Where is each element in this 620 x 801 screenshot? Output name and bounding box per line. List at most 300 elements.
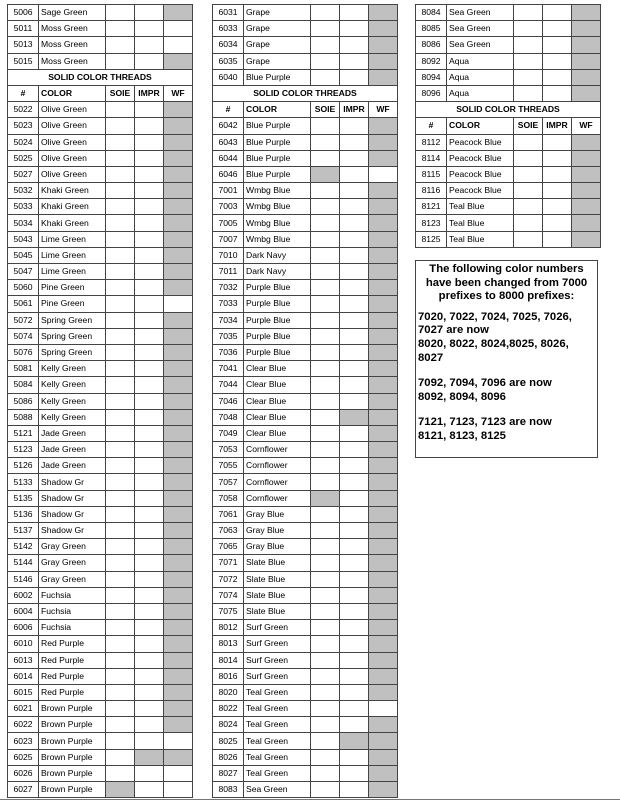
thread-row <box>8 668 193 684</box>
thread-number: 5006 <box>8 5 39 21</box>
thread-number: 5023 <box>8 118 39 134</box>
thread-color-name: Shadow Gr <box>39 506 106 522</box>
thread-row <box>213 361 398 377</box>
wf-cell <box>369 312 398 328</box>
impr-cell <box>543 183 572 199</box>
thread-number: 7049 <box>213 425 244 441</box>
soie-cell <box>106 247 135 263</box>
soie-cell <box>311 183 340 199</box>
impr-cell <box>340 312 369 328</box>
thread-color-name: Wmbg Blue <box>244 231 311 247</box>
section-title-row <box>8 69 193 85</box>
soie-cell <box>311 264 340 280</box>
thread-color-name: Fuchsia <box>39 603 106 619</box>
wf-cell <box>369 183 398 199</box>
thread-row <box>416 183 601 199</box>
wf-cell <box>369 409 398 425</box>
impr-cell <box>340 684 369 700</box>
thread-number: 6023 <box>8 733 39 749</box>
thread-color-name: Aqua <box>447 85 514 101</box>
impr-cell <box>135 490 164 506</box>
soie-cell <box>106 571 135 587</box>
soie-cell <box>514 215 543 231</box>
wf-cell <box>369 701 398 717</box>
impr-cell <box>340 555 369 571</box>
thread-row <box>8 393 193 409</box>
thread-number: 6035 <box>213 53 244 69</box>
thread-row <box>213 166 398 182</box>
thread-number: 7044 <box>213 377 244 393</box>
thread-color-name: Kelly Green <box>39 409 106 425</box>
thread-row <box>8 620 193 636</box>
thread-row <box>213 215 398 231</box>
wf-cell <box>164 166 193 182</box>
wf-cell <box>164 280 193 296</box>
header-number: # <box>416 118 447 134</box>
thread-row <box>8 134 193 150</box>
thread-color-name: Sea Green <box>244 782 311 798</box>
soie-cell <box>106 555 135 571</box>
impr-cell <box>340 668 369 684</box>
thread-row <box>8 458 193 474</box>
header-impr: IMPR <box>340 102 369 118</box>
impr-cell <box>340 506 369 522</box>
thread-number: 6042 <box>213 118 244 134</box>
thread-row <box>8 166 193 182</box>
wf-cell <box>164 134 193 150</box>
thread-number: 7063 <box>213 523 244 539</box>
thread-row <box>416 85 601 101</box>
wf-cell <box>572 5 601 21</box>
thread-number: 5076 <box>8 344 39 360</box>
wf-cell <box>164 409 193 425</box>
impr-cell <box>543 166 572 182</box>
wf-cell <box>164 442 193 458</box>
thread-number: 5022 <box>8 102 39 118</box>
soie-cell <box>311 312 340 328</box>
wf-cell <box>164 765 193 781</box>
impr-cell <box>340 636 369 652</box>
soie-cell <box>106 5 135 21</box>
thread-number: 5027 <box>8 166 39 182</box>
thread-row <box>213 5 398 21</box>
impr-cell <box>340 247 369 263</box>
thread-row <box>213 247 398 263</box>
thread-color-name: Teal Green <box>244 717 311 733</box>
wf-cell <box>369 21 398 37</box>
header-color: COLOR <box>39 85 106 101</box>
thread-row <box>416 166 601 182</box>
impr-cell <box>340 118 369 134</box>
notice-line: 7092, 7094, 7096 are now <box>418 377 552 390</box>
thread-number: 8012 <box>213 620 244 636</box>
thread-number: 5011 <box>8 21 39 37</box>
wf-cell <box>369 344 398 360</box>
soie-cell <box>106 215 135 231</box>
thread-color-name: Clear Blue <box>244 361 311 377</box>
thread-row <box>8 150 193 166</box>
thread-color-name: Olive Green <box>39 118 106 134</box>
thread-color-name: Shadow Gr <box>39 490 106 506</box>
thread-color-name: Surf Green <box>244 620 311 636</box>
thread-color-name: Moss Green <box>39 21 106 37</box>
wf-cell <box>164 571 193 587</box>
thread-number: 5133 <box>8 474 39 490</box>
thread-number: 6004 <box>8 603 39 619</box>
thread-number: 5126 <box>8 458 39 474</box>
wf-cell <box>369 280 398 296</box>
thread-number: 5025 <box>8 150 39 166</box>
soie-cell <box>311 717 340 733</box>
column-header-row <box>8 85 193 101</box>
wf-cell <box>164 555 193 571</box>
wf-cell <box>164 296 193 312</box>
wf-cell <box>369 765 398 781</box>
thread-number: 7011 <box>213 264 244 280</box>
thread-color-name: Spring Green <box>39 312 106 328</box>
thread-number: 5024 <box>8 134 39 150</box>
section-title-row <box>416 102 601 118</box>
impr-cell <box>135 684 164 700</box>
thread-number: 6025 <box>8 749 39 765</box>
wf-cell <box>164 603 193 619</box>
soie-cell <box>106 458 135 474</box>
soie-cell <box>514 231 543 247</box>
thread-number: 7065 <box>213 539 244 555</box>
thread-row <box>213 490 398 506</box>
soie-cell <box>311 377 340 393</box>
soie-cell <box>106 166 135 182</box>
header-color: COLOR <box>447 118 514 134</box>
thread-number: 6022 <box>8 717 39 733</box>
soie-cell <box>106 749 135 765</box>
thread-color-name: Olive Green <box>39 134 106 150</box>
thread-color-name: Cornflower <box>244 474 311 490</box>
wf-cell <box>164 215 193 231</box>
wf-cell <box>164 393 193 409</box>
soie-cell <box>514 69 543 85</box>
soie-cell <box>311 215 340 231</box>
soie-cell <box>311 652 340 668</box>
thread-row <box>416 231 601 247</box>
thread-color-name: Jade Green <box>39 458 106 474</box>
impr-cell <box>543 215 572 231</box>
thread-row <box>213 587 398 603</box>
wf-cell <box>369 53 398 69</box>
soie-cell <box>106 118 135 134</box>
thread-number: 6026 <box>8 765 39 781</box>
wf-cell <box>369 571 398 587</box>
impr-cell <box>340 280 369 296</box>
thread-row <box>8 215 193 231</box>
thread-row <box>213 280 398 296</box>
thread-color-name: Teal Blue <box>447 199 514 215</box>
thread-color-name: Sea Green <box>447 5 514 21</box>
thread-number: 6033 <box>213 21 244 37</box>
soie-cell <box>311 442 340 458</box>
wf-cell <box>369 134 398 150</box>
soie-cell <box>106 717 135 733</box>
thread-row <box>213 458 398 474</box>
soie-cell <box>514 166 543 182</box>
soie-cell <box>106 199 135 215</box>
header-wf: WF <box>369 102 398 118</box>
wf-cell <box>369 361 398 377</box>
thread-row <box>213 442 398 458</box>
wf-cell <box>164 344 193 360</box>
wf-cell <box>369 264 398 280</box>
thread-row <box>416 53 601 69</box>
thread-row <box>213 344 398 360</box>
thread-number: 8027 <box>213 765 244 781</box>
page-bottom-rule <box>0 799 620 800</box>
thread-color-name: Peacock Blue <box>447 150 514 166</box>
impr-cell <box>135 571 164 587</box>
soie-cell <box>514 134 543 150</box>
soie-cell <box>106 53 135 69</box>
soie-cell <box>311 166 340 182</box>
wf-cell <box>369 717 398 733</box>
thread-row <box>213 733 398 749</box>
thread-color-name: Grape <box>244 5 311 21</box>
thread-row <box>8 506 193 522</box>
thread-number: 7074 <box>213 587 244 603</box>
thread-row <box>8 312 193 328</box>
impr-cell <box>135 344 164 360</box>
thread-number: 7005 <box>213 215 244 231</box>
thread-color-name: Purple Blue <box>244 312 311 328</box>
wf-cell <box>164 749 193 765</box>
thread-number: 8086 <box>416 37 447 53</box>
impr-cell <box>543 85 572 101</box>
wf-cell <box>572 69 601 85</box>
thread-row <box>213 118 398 134</box>
thread-row <box>8 539 193 555</box>
impr-cell <box>135 555 164 571</box>
thread-row <box>8 21 193 37</box>
thread-color-name: Dark Navy <box>244 247 311 263</box>
impr-cell <box>135 506 164 522</box>
thread-number: 8094 <box>416 69 447 85</box>
soie-cell <box>311 328 340 344</box>
column-header-row <box>213 102 398 118</box>
soie-cell <box>106 523 135 539</box>
thread-row <box>213 668 398 684</box>
thread-number: 7032 <box>213 280 244 296</box>
soie-cell <box>311 668 340 684</box>
notice-line: 7121, 7123, 7123 are now <box>418 416 552 429</box>
thread-number: 5144 <box>8 555 39 571</box>
wf-cell <box>164 523 193 539</box>
wf-cell <box>369 425 398 441</box>
soie-cell <box>311 684 340 700</box>
thread-row <box>213 134 398 150</box>
soie-cell <box>106 102 135 118</box>
impr-cell <box>135 717 164 733</box>
impr-cell <box>135 620 164 636</box>
thread-row <box>8 684 193 700</box>
thread-number: 7001 <box>213 183 244 199</box>
thread-number: 5034 <box>8 215 39 231</box>
thread-color-name: Spring Green <box>39 344 106 360</box>
soie-cell <box>311 571 340 587</box>
impr-cell <box>135 377 164 393</box>
wf-cell <box>164 53 193 69</box>
soie-cell <box>106 344 135 360</box>
soie-cell <box>106 312 135 328</box>
impr-cell <box>340 603 369 619</box>
wf-cell <box>369 749 398 765</box>
thread-number: 7041 <box>213 361 244 377</box>
thread-row <box>213 717 398 733</box>
impr-cell <box>135 652 164 668</box>
thread-number: 6014 <box>8 668 39 684</box>
thread-number: 7072 <box>213 571 244 587</box>
wf-cell <box>164 458 193 474</box>
wf-cell <box>164 701 193 717</box>
thread-number: 5074 <box>8 328 39 344</box>
thread-row <box>8 409 193 425</box>
wf-cell <box>164 620 193 636</box>
soie-cell <box>311 539 340 555</box>
thread-number: 6027 <box>8 782 39 798</box>
thread-row <box>213 69 398 85</box>
soie-cell <box>311 620 340 636</box>
wf-cell <box>369 150 398 166</box>
soie-cell <box>106 425 135 441</box>
impr-cell <box>135 247 164 263</box>
thread-row <box>8 636 193 652</box>
thread-color-name: Sea Green <box>447 21 514 37</box>
thread-row <box>8 603 193 619</box>
soie-cell <box>311 425 340 441</box>
wf-cell <box>369 539 398 555</box>
thread-row <box>8 296 193 312</box>
soie-cell <box>106 377 135 393</box>
thread-number: 6046 <box>213 166 244 182</box>
thread-color-name: Red Purple <box>39 684 106 700</box>
thread-row <box>213 199 398 215</box>
impr-cell <box>135 361 164 377</box>
soie-cell <box>311 53 340 69</box>
wf-cell <box>164 587 193 603</box>
thread-number: 5081 <box>8 361 39 377</box>
thread-row <box>8 701 193 717</box>
impr-cell <box>340 69 369 85</box>
wf-cell <box>369 668 398 684</box>
header-impr: IMPR <box>135 85 164 101</box>
soie-cell <box>311 118 340 134</box>
impr-cell <box>135 733 164 749</box>
soie-cell <box>106 409 135 425</box>
soie-cell <box>311 490 340 506</box>
impr-cell <box>135 765 164 781</box>
thread-color-name: Grape <box>244 53 311 69</box>
thread-row <box>213 377 398 393</box>
thread-number: 5047 <box>8 264 39 280</box>
impr-cell <box>340 442 369 458</box>
thread-color-name: Cornflower <box>244 442 311 458</box>
soie-cell <box>514 37 543 53</box>
thread-row <box>8 717 193 733</box>
thread-color-name: Olive Green <box>39 150 106 166</box>
soie-cell <box>106 733 135 749</box>
impr-cell <box>340 782 369 798</box>
thread-number: 5043 <box>8 231 39 247</box>
soie-cell <box>106 393 135 409</box>
impr-cell <box>135 102 164 118</box>
impr-cell <box>543 134 572 150</box>
thread-color-name: Fuchsia <box>39 587 106 603</box>
impr-cell <box>340 490 369 506</box>
soie-cell <box>106 150 135 166</box>
thread-number: 5061 <box>8 296 39 312</box>
thread-row <box>416 215 601 231</box>
thread-number: 8115 <box>416 166 447 182</box>
notice-heading: The following color numbers have been changed from 7000 prefixes to 8000 prefixes: <box>425 263 588 303</box>
thread-row <box>416 69 601 85</box>
wf-cell <box>164 652 193 668</box>
thread-color-name: Wmbg Blue <box>244 199 311 215</box>
thread-row <box>8 102 193 118</box>
thread-row <box>8 377 193 393</box>
thread-row <box>213 409 398 425</box>
thread-color-name: Sea Green <box>447 37 514 53</box>
thread-number: 7071 <box>213 555 244 571</box>
soie-cell <box>106 652 135 668</box>
wf-cell <box>164 474 193 490</box>
wf-cell <box>369 603 398 619</box>
thread-color-name: Blue Purple <box>244 166 311 182</box>
wf-cell <box>369 5 398 21</box>
impr-cell <box>340 264 369 280</box>
soie-cell <box>106 134 135 150</box>
wf-cell <box>572 231 601 247</box>
soie-cell <box>106 684 135 700</box>
section-title-row <box>213 85 398 101</box>
impr-cell <box>340 328 369 344</box>
impr-cell <box>340 199 369 215</box>
thread-row <box>416 21 601 37</box>
soie-cell <box>311 733 340 749</box>
thread-number: 5015 <box>8 53 39 69</box>
thread-color-name: Slate Blue <box>244 587 311 603</box>
thread-color-name: Gray Blue <box>244 523 311 539</box>
thread-color-name: Olive Green <box>39 166 106 182</box>
thread-number: 7057 <box>213 474 244 490</box>
header-wf: WF <box>164 85 193 101</box>
thread-color-name: Brown Purple <box>39 733 106 749</box>
impr-cell <box>135 587 164 603</box>
thread-row <box>213 701 398 717</box>
thread-table-left <box>7 4 193 798</box>
wf-cell <box>572 183 601 199</box>
impr-cell <box>135 458 164 474</box>
wf-cell <box>164 506 193 522</box>
header-soie: SOIE <box>106 85 135 101</box>
impr-cell <box>135 523 164 539</box>
thread-number: 6040 <box>213 69 244 85</box>
impr-cell <box>340 652 369 668</box>
wf-cell <box>164 5 193 21</box>
soie-cell <box>106 668 135 684</box>
impr-cell <box>340 425 369 441</box>
wf-cell <box>369 69 398 85</box>
soie-cell <box>311 587 340 603</box>
thread-row <box>8 5 193 21</box>
thread-color-name: Kelly Green <box>39 393 106 409</box>
thread-color-name: Blue Purple <box>244 69 311 85</box>
